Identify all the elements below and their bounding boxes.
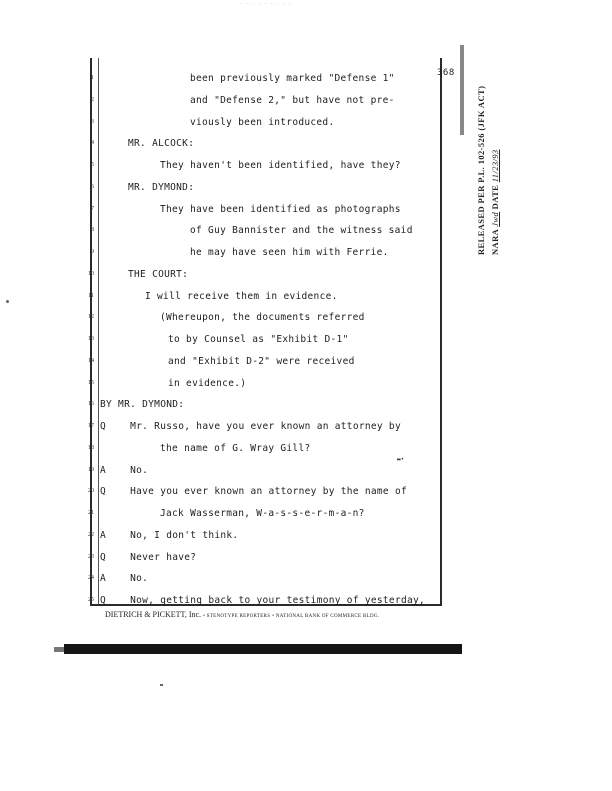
nara-label: NARA bbox=[490, 229, 500, 255]
line-number: 23 bbox=[88, 553, 94, 560]
transcript-line: MR. ALCOCK: bbox=[128, 138, 195, 150]
reporter-footer bbox=[105, 610, 379, 619]
transcript-line: A No. bbox=[100, 464, 149, 476]
transcript-line: Jack Wasserman, W-a-s-s-e-r-m-a-n? bbox=[160, 508, 365, 519]
transcript-line: I will receive them in evidence. bbox=[145, 290, 338, 302]
line-number: 8 bbox=[91, 227, 94, 234]
transcript-line: A No, I don't think. bbox=[100, 529, 239, 541]
line-number: 12 bbox=[88, 314, 94, 321]
line-number: 5 bbox=[91, 162, 94, 168]
transcript-line: the name of G. Wray Gill? bbox=[160, 442, 311, 454]
nara-initials: Jwd bbox=[490, 211, 500, 227]
transcript-line: They haven't been identified, have they? bbox=[160, 160, 401, 171]
scan-bar bbox=[64, 644, 462, 654]
line-number: 2 bbox=[91, 96, 94, 103]
line-number: 9 bbox=[91, 249, 94, 255]
release-stamp-nara-line bbox=[490, 149, 500, 255]
line-number: 11 bbox=[88, 292, 94, 299]
transcript-line: Q Mr. Russo, have you ever known an attorney by bbox=[100, 421, 401, 432]
scan-speck bbox=[6, 300, 9, 303]
line-number: 13 bbox=[88, 336, 94, 342]
margin-mark bbox=[460, 45, 464, 135]
transcript-line: viously been introduced. bbox=[190, 116, 335, 128]
line-number: 22 bbox=[88, 531, 94, 538]
line-number: 6 bbox=[91, 183, 94, 190]
line-number: 20 bbox=[88, 488, 94, 495]
transcript-line: Q Never have? bbox=[100, 551, 197, 563]
release-stamp-line: RELEASED PER P.L. 102-526 (JFK ACT) bbox=[476, 85, 486, 255]
reporter-firm: DIETRICH & PICKETT, Inc. bbox=[105, 610, 202, 619]
transcript-line: to by Counsel as "Exhibit D-1" bbox=[168, 334, 349, 345]
transcript-line: A No. bbox=[100, 573, 149, 585]
dash-mark: ▬• bbox=[397, 456, 405, 463]
line-number: 10 bbox=[88, 270, 94, 277]
transcript-line: he may have seen him with Ferrie. bbox=[190, 247, 389, 258]
transcript-line: and "Exhibit D-2" were received bbox=[168, 355, 355, 367]
line-number: 16 bbox=[88, 401, 94, 408]
transcript-line: in evidence.) bbox=[168, 377, 247, 389]
line-number: 17 bbox=[88, 423, 94, 429]
date-label: DATE bbox=[490, 184, 500, 210]
line-number: 25 bbox=[88, 597, 94, 603]
line-number: 4 bbox=[91, 140, 94, 147]
line-number: 1 bbox=[91, 75, 94, 81]
transcript-line: THE COURT: bbox=[128, 268, 189, 280]
line-number: 19 bbox=[88, 466, 94, 473]
line-number: 3 bbox=[91, 118, 94, 125]
line-number: 24 bbox=[88, 575, 94, 582]
page-number: 368 bbox=[437, 68, 455, 78]
transcript-line: of Guy Bannister and the witness said bbox=[190, 225, 413, 237]
reporter-address: NATIONAL BANK OF COMMERCE BLDG. bbox=[275, 614, 380, 619]
transcript-line: (Whereupon, the documents referred bbox=[160, 312, 365, 324]
scan-speck bbox=[160, 684, 163, 686]
reporter-service: STENOTYPE REPORTERS bbox=[206, 614, 271, 619]
transcript-line: been previously marked "Defense 1" bbox=[190, 73, 395, 84]
footer-separator: • bbox=[272, 614, 276, 619]
release-date: 11/23/93 bbox=[490, 149, 500, 183]
transcript-line: MR. DYMOND: bbox=[128, 181, 195, 193]
footer-separator: • bbox=[203, 614, 207, 619]
top-smudge: · · · · · · · · · bbox=[240, 0, 292, 8]
transcript-line: BY MR. DYMOND: bbox=[100, 399, 185, 411]
transcript-line: Q Now, getting back to your testimony of yesterday, bbox=[100, 595, 426, 606]
transcript-line: They have been identified as photographs bbox=[160, 203, 401, 215]
release-stamp bbox=[472, 40, 512, 270]
line-number: 21 bbox=[88, 510, 94, 516]
line-number: 15 bbox=[88, 379, 94, 386]
transcript-line: and "Defense 2," but have not pre- bbox=[190, 94, 395, 106]
transcript-line: Q Have you ever known an attorney by the name of bbox=[100, 486, 407, 498]
line-number: 7 bbox=[91, 205, 94, 212]
line-number: 18 bbox=[88, 444, 94, 451]
left-margin-rule bbox=[98, 58, 99, 604]
line-number: 14 bbox=[88, 357, 94, 364]
